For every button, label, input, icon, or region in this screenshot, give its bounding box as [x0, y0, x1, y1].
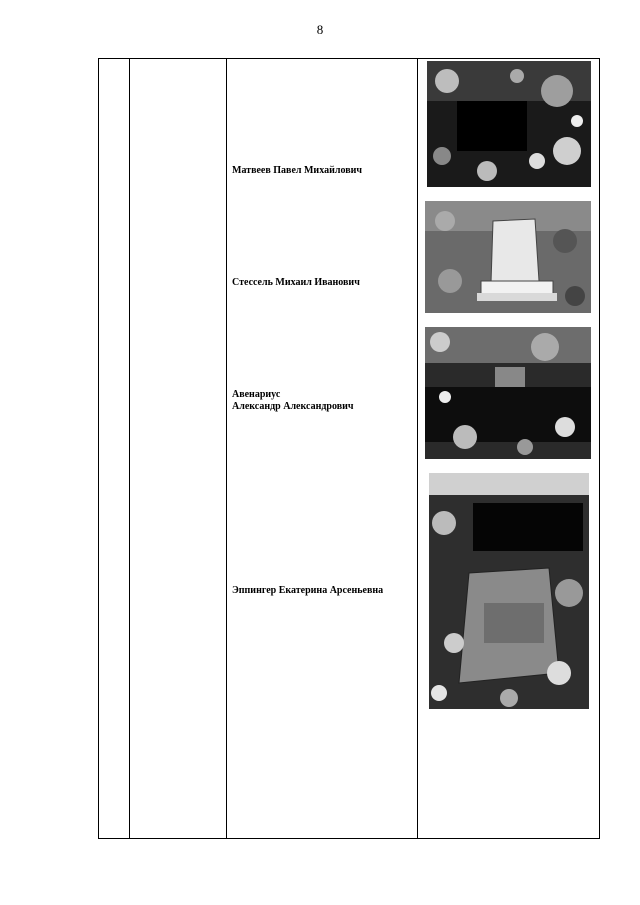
entry-name-line1: Авенариус — [232, 389, 281, 400]
page-number: 8 — [316, 22, 324, 37]
column-divider — [417, 59, 418, 838]
grave-photo-3 — [425, 327, 591, 459]
grave-photo-4 — [429, 473, 589, 709]
column-divider — [129, 59, 130, 838]
entry-name-line2: Александр Александрович — [232, 401, 354, 412]
entry-name: Матвеев Павел Михайлович — [232, 165, 362, 176]
entry-name: Эппингер Екатерина Арсеньевна — [232, 585, 384, 596]
entry-name: Стессель Михаил Иванович — [232, 277, 360, 288]
burial-table — [98, 58, 600, 839]
grave-photo-1 — [427, 61, 591, 187]
tombstone-photo-2 — [425, 201, 591, 313]
column-divider — [226, 59, 227, 838]
